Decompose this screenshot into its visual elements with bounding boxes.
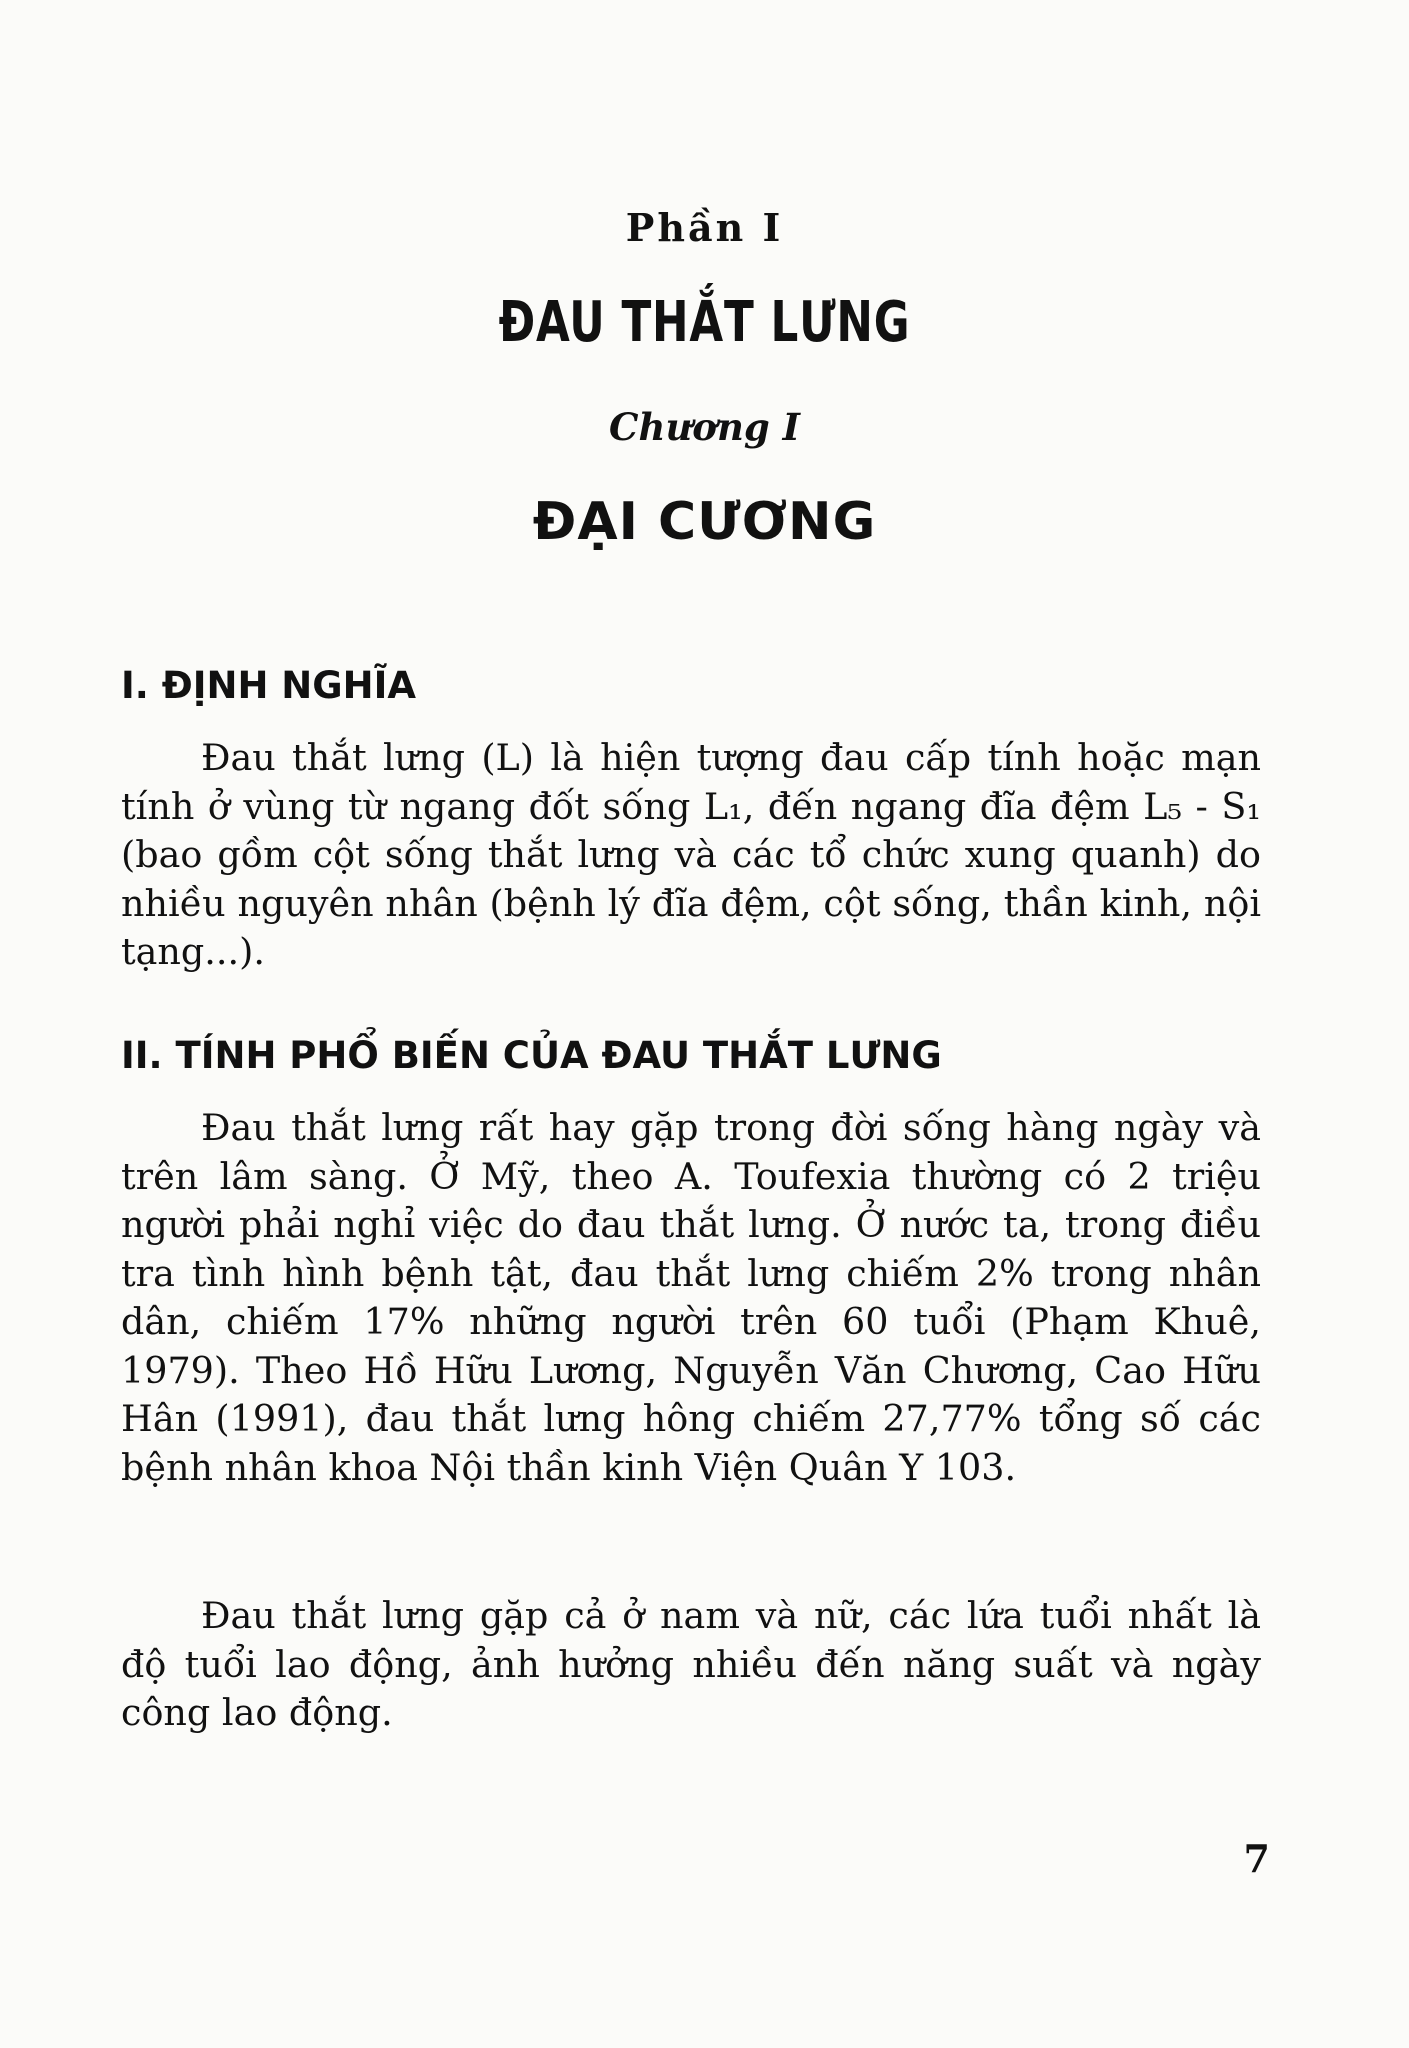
section-heading-prevalence: II. TÍNH PHỔ BIẾN CỦA ĐAU THẮT LƯNG bbox=[121, 1034, 942, 1077]
paragraph-prevalence-age: Đau thắt lưng gặp cả ở nam và nữ, các lứa tuổi nhất là độ tuổi lao động, ảnh hưởng nhiều đến năng suất và ngày công lao động. bbox=[121, 1594, 1261, 1734]
paragraph-prevalence: Đau thắt lưng rất hay gặp trong đời sống hàng ngày và trên lâm sàng. Ở Mỹ, theo A. Toufexia thường có 2 triệu người phải nghỉ việc do đau thắt lưng. Ở nước ta, trong điều tra tình hình bệnh tật, đau thắt lưng chiếm 2% trong nhân dân, chiếm 17% những người trên 60 tuổi (Phạm Khuê, 1979). Theo Hồ Hữu Lương, Nguyễn Văn Chương, Cao Hữu Hân (1991), đau thắt lưng hông chiếm 27,77% tổng số các bệnh nhân khoa Nội thần kinh Viện Quân Y 103. bbox=[121, 1106, 1261, 1489]
chapter-label: Chương I bbox=[609, 405, 800, 449]
chapter-title: ĐẠI CƯƠNG bbox=[532, 492, 877, 552]
page-number: 7 bbox=[1243, 1836, 1270, 1881]
part-title: ĐAU THẮT LƯNG bbox=[498, 290, 911, 355]
section-heading-definition: I. ĐỊNH NGHĨA bbox=[121, 664, 416, 707]
part-label: Phần I bbox=[625, 205, 784, 250]
paragraph-definition: Đau thắt lưng (L) là hiện tượng đau cấp tính hoặc mạn tính ở vùng từ ngang đốt sống L₁, đến ngang đĩa đệm L₅ - S₁ (bao gồm cột sống thắt lưng và các tổ chức xung quanh) do nhiều nguyên nhân (bệnh lý đĩa đệm, cột sống, thần kinh, nội tạng...). bbox=[121, 736, 1261, 973]
